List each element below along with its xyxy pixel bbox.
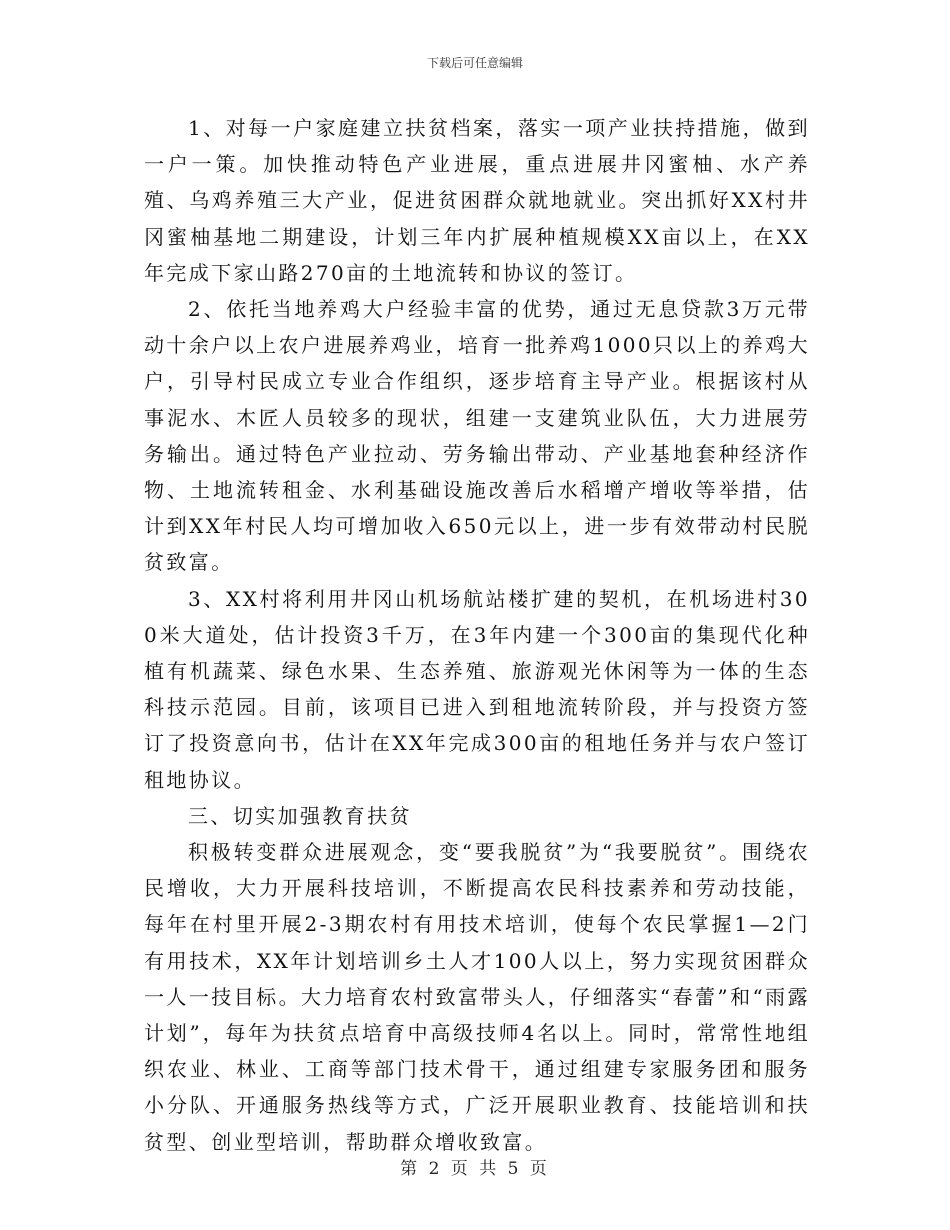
section-paragraph: 积极转变群众进展观念，变“要我脱贫”为“我要脱贫”。围绕农民增收，大力开展科技培训，不断提高农民科技素养和劳动技能，每年在村里开展2-3期农村有用技术培训，使每个农民掌握1—2门有用技术，XX年计划培训乡土人才100人以上，努力实现贫困群众一人一技目标。大力培育农村致富带头人，仔细落实“春蕾”和“雨露计划”，每年为扶贫点培育中高级技师4名以上。同时，常常性地组织农业、林业、工商等部门技术骨干，通过组建专家服务团和服务小分队、开通服务热线等方式，广泛开展职业教育、技能培训和扶贫型、创业型培训，帮助群众增收致富。 xyxy=(144,840,810,1154)
page-header: 下载后可任意编辑 xyxy=(426,56,523,70)
paragraph-3: 3、XX村将利用井冈山机场航站楼扩建的契机，在机场进村300米大道处，估计投资3千万，在3年内建一个300亩的集现代化种植有机蔬菜、绿色水果、生态养殖、旅游观光休闲等为一体的生态科技示范园。目前，该项目已进入到租地流转阶段，并与投资方签订了投资意向书，估计在XX年完成300亩的租地任务并与农户签订租地协议。 xyxy=(144,586,810,792)
document-body xyxy=(144,110,810,1160)
page-number: 第 2 页 共 5 页 xyxy=(400,1159,550,1179)
section-heading: 三、切实加强教育扶贫 xyxy=(188,803,412,828)
paragraph-2: 2、依托当地养鸡大户经验丰富的优势，通过无息贷款3万元带动十余户以上农户进展养鸡业，培育一批养鸡1000只以上的养鸡大户，引导村民成立专业合作组织，逐步培育主导产业。根据该村从事泥水、木匠人员较多的现状，组建一支建筑业队伍，大力进展劳务输出。通过特色产业拉动、劳务输出带动、产业基地套种经济作物、土地流转租金、水利基础设施改善后水稻增产增收等举措，估计到XX年村民人均可增加收入650元以上，进一步有效带动村民脱贫致富。 xyxy=(144,297,810,575)
paragraph-1: 1、对每一户家庭建立扶贫档案，落实一项产业扶持措施，做到一户一策。加快推动特色产业进展，重点进展井冈蜜柚、水产养殖、乌鸡养殖三大产业，促进贫困群众就地就业。突出抓好XX村井冈蜜柚基地二期建设，计划三年内扩展种植规模XX亩以上，在XX年完成下家山路270亩的土地流转和协议的签订。 xyxy=(144,116,810,285)
